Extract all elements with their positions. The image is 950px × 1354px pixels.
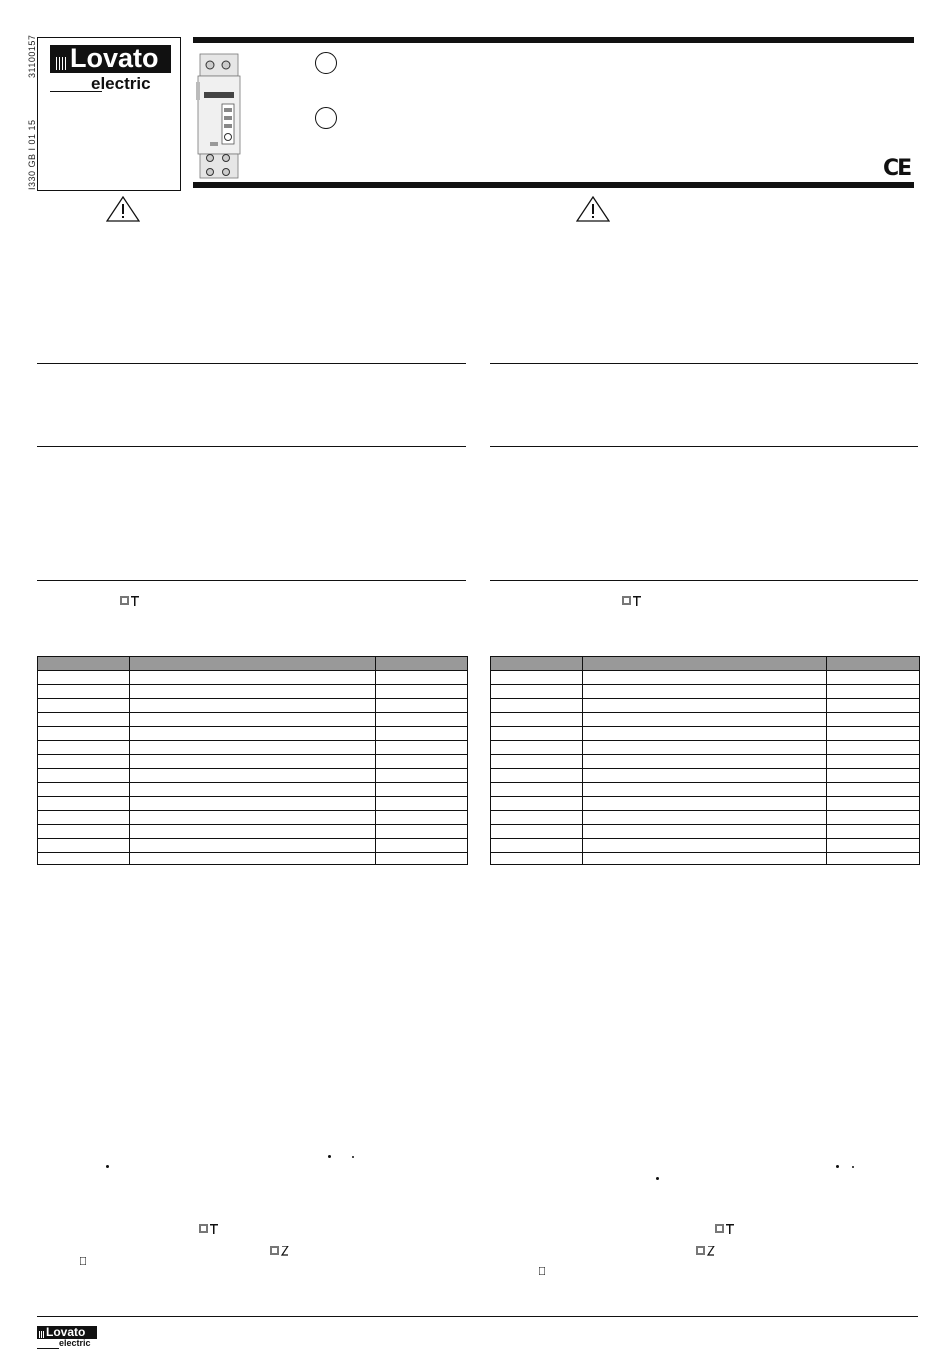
parameter-table-right	[490, 656, 920, 865]
brand-subtitle: electric	[91, 74, 151, 93]
bullet-dot-icon	[836, 1165, 839, 1168]
table-row	[38, 698, 467, 713]
section-divider	[37, 363, 466, 364]
table-row	[491, 754, 919, 769]
table-row	[491, 838, 919, 853]
bullet-dot-icon	[106, 1165, 109, 1168]
table-row	[491, 740, 919, 755]
keypad-hand-icon	[715, 1224, 735, 1234]
table-row	[38, 810, 467, 825]
bullet-dot-icon	[656, 1177, 659, 1180]
table-row	[38, 838, 467, 853]
table-row	[491, 810, 919, 825]
footer-divider	[37, 1316, 918, 1317]
bullet-dot-icon	[852, 1166, 854, 1168]
section-divider	[37, 446, 466, 447]
table-row	[491, 852, 919, 864]
table-row	[38, 726, 467, 741]
keypad-hand-icon	[199, 1224, 219, 1234]
table-row	[38, 768, 467, 783]
bullet-dot-icon	[328, 1155, 331, 1158]
keypad-hand-icon	[622, 596, 642, 606]
table-row	[491, 782, 919, 797]
keypad-timer-icon	[270, 1246, 290, 1256]
keypad-timer-icon	[696, 1246, 716, 1256]
document-code: 31100157	[27, 34, 37, 78]
section-divider	[37, 580, 466, 581]
small-glyph-icon	[80, 1257, 86, 1265]
brand-logo	[50, 45, 171, 73]
table-row	[38, 782, 467, 797]
table-header	[38, 657, 467, 670]
table-row	[491, 768, 919, 783]
logo-stripes-icon	[56, 57, 68, 70]
parameter-table-left	[37, 656, 468, 865]
device-image	[196, 52, 242, 180]
document-revision: I330 GB I 01 15	[27, 119, 37, 190]
table-row	[491, 712, 919, 727]
brand-name: Lovato	[70, 43, 159, 73]
small-glyph-icon	[539, 1267, 545, 1275]
table-header	[491, 657, 919, 670]
table-row	[38, 684, 467, 699]
section-divider	[490, 580, 918, 581]
table-row	[38, 824, 467, 839]
table-row	[38, 852, 467, 864]
footer-brand-name: Lovato	[46, 1325, 86, 1339]
header-bottom-bar	[193, 182, 914, 188]
ce-mark: CE	[883, 156, 911, 181]
section-divider	[490, 363, 918, 364]
table-row	[38, 796, 467, 811]
table-row	[38, 712, 467, 727]
table-row	[491, 670, 919, 685]
table-row	[491, 796, 919, 811]
warning-triangle-icon	[576, 196, 610, 222]
table-row	[491, 726, 919, 741]
language-circle-icon	[315, 107, 337, 129]
logo-box	[37, 37, 181, 191]
table-row	[38, 740, 467, 755]
table-row	[38, 670, 467, 685]
footer-logo	[37, 1326, 99, 1350]
warning-triangle-icon	[106, 196, 140, 222]
table-row	[491, 684, 919, 699]
language-circle-icon	[315, 52, 337, 74]
header-top-bar	[193, 37, 914, 43]
table-row	[38, 754, 467, 769]
logo-stripes-icon	[39, 1331, 45, 1338]
table-row	[491, 824, 919, 839]
footer-brand-subtitle: electric	[59, 1338, 91, 1348]
table-row	[491, 698, 919, 713]
bullet-dot-icon	[352, 1156, 354, 1158]
section-divider	[490, 446, 918, 447]
keypad-hand-icon	[120, 596, 140, 606]
